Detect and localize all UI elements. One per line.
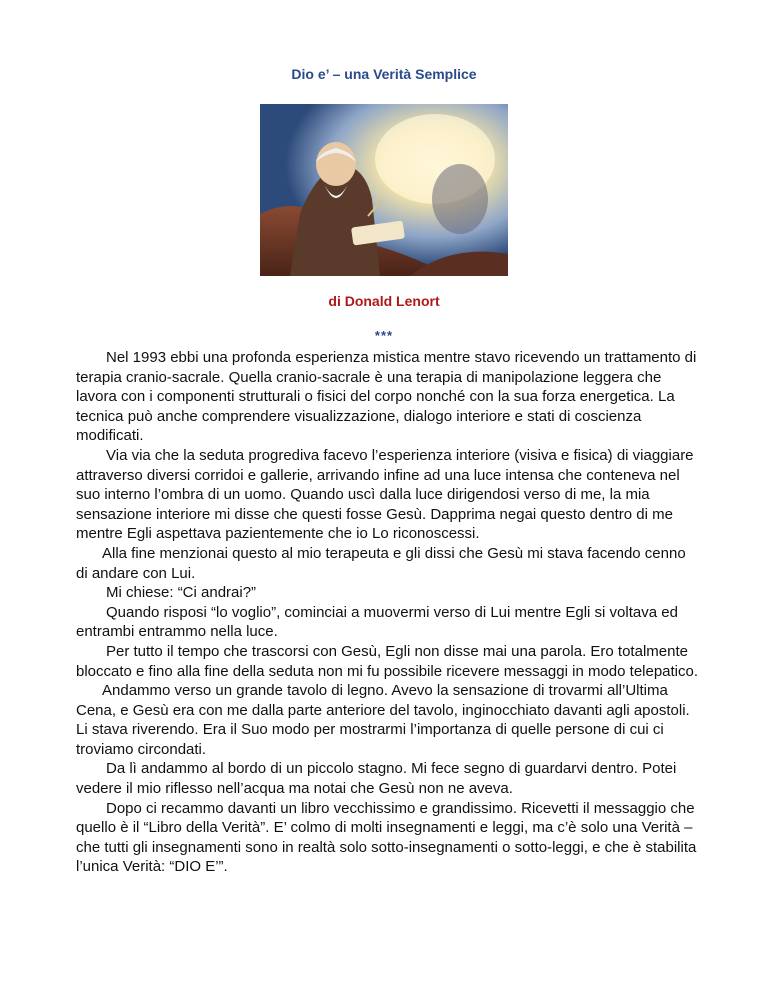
prophet-writing-illustration <box>260 104 508 276</box>
document-title: Dio e’ – una Verità Semplice <box>291 66 477 82</box>
paragraph: Per tutto il tempo che trascorsi con Gesù, Egli non disse mai una parola. Ero totalmente bloccato e fino alla fine della seduta non mi fu possibile ricevere messaggi in modo telepatico. <box>76 642 699 680</box>
paragraph: Quando risposi “lo voglio”, cominciai a muovermi verso di Lui mentre Egli si voltava ed entrambi entrammo nella luce. <box>76 603 678 641</box>
paragraph: Mi chiese: “Ci andrai?” <box>106 584 257 602</box>
paragraph: Nel 1993 ebbi una profonda esperienza mistica mentre stavo ricevendo un trattamento di terapia cranio-sacrale. Quella cranio-sacrale è una terapia di manipolazione leggera che lavora con i componenti strutturali o fisici del corpo nonché con la sua forza energetica. La tecnica può anche comprendere visualizzazione, dialogo interiore e stati di coscienza modificati. <box>76 349 697 445</box>
article-body <box>76 348 700 877</box>
paragraph: Da lì andammo al bordo di un piccolo stagno. Mi fece segno di guardarvi dentro. Potei vedere il mio riflesso nell’acqua ma notai che Gesù non ne aveva. <box>76 760 677 798</box>
paragraph: Via via che la seduta progrediva facevo l’esperienza interiore (visiva e fisica) di viaggiare attraverso diversi corridoi e gallerie, arrivando infine ad una luce intensa che conteneva nel suo interno l’ombra di un uomo. Quando uscì dalla luce dirigendosi verso di me, la mia sensazione interiore mi disse che questi fosse Gesù. Dapprima negai questo dentro di me mentre Egli aspettava pazientemente che io Lo riconoscessi. <box>76 446 694 543</box>
author-line: di Donald Lenort <box>328 293 440 309</box>
paragraph: Dopo ci recammo davanti un libro vecchissimo e grandissimo. Ricevetti il messaggio che quello è il “Libro della Verità”. E’ colmo di molti insegnamenti e leggi, ma c’è solo una Verità – che tutti gli insegnamenti sono in realtà solo sotto-insegnamenti o sotto-leggi, e che è stabilita l’unica Verità: “DIO E’”. <box>76 799 697 876</box>
prophet-writing-scroll-icon <box>260 104 508 276</box>
paragraph: Andammo verso un grande tavolo di legno. Avevo la sensazione di trovarmi all’Ultima Cena, e Gesù era con me dalla parte anteriore del tavolo, inginocchiato davanti agli apostoli. Li stava riverendo. Era il Suo modo per mostrarmi l’importanza di quelle persone di cui ci troviamo circondati. <box>76 682 690 758</box>
paragraph: Alla fine menzionai questo al mio terapeuta e gli dissi che Gesù mi stava facendo cenno di andare con Lui. <box>76 544 686 582</box>
section-separator: *** <box>374 328 394 343</box>
